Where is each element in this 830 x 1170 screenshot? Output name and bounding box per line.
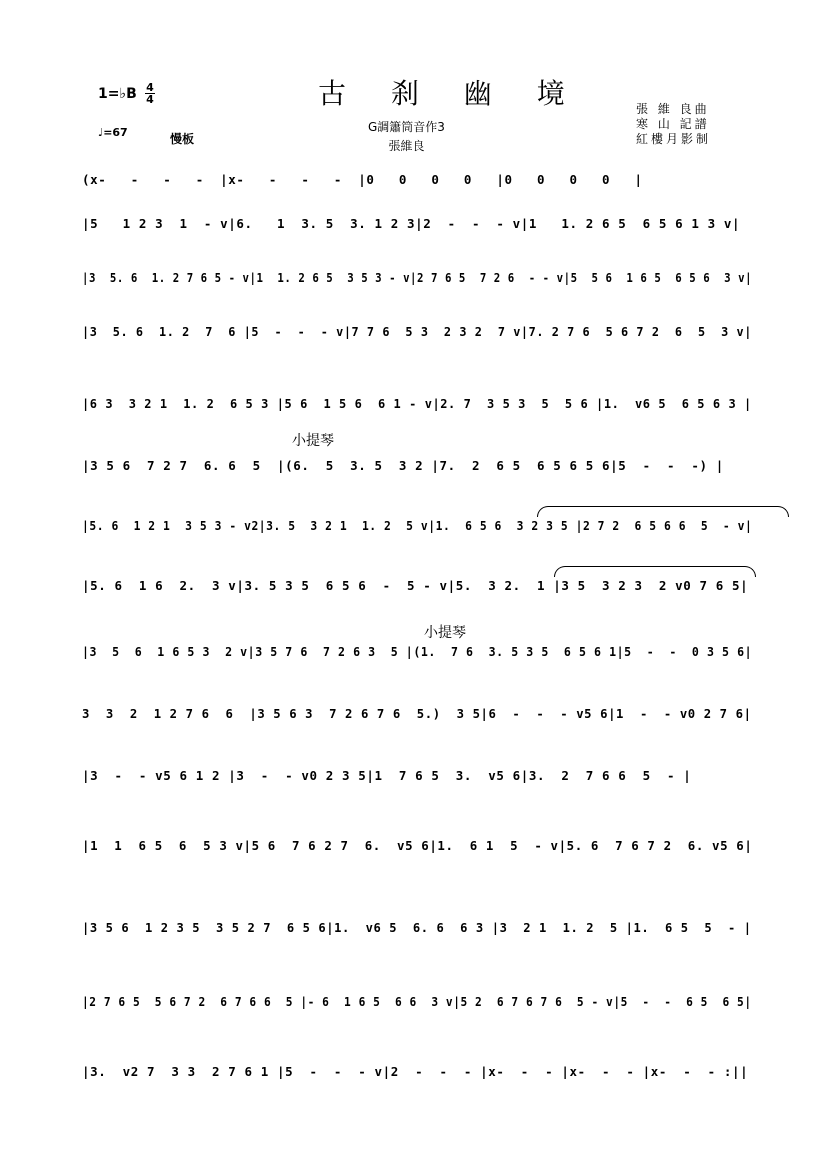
score-line-11: [82, 762, 752, 798]
notation-text: |5. 6 1 2 1 3 5 3 - v2|3. 5 3 2 1 1. 2 5 v|1. 6 5 6 3 2 3 5 |2 7 2 6 5 6 6 5 - v|: [82, 518, 753, 533]
score-line-5: [82, 390, 752, 426]
notation-text: |3 - - v5 6 1 2 |3 - - v0 2 3 5|1 7 6 5 3. v5 6|3. 2 7 6 6 5 - |: [82, 768, 692, 783]
score-line-6: [82, 452, 752, 488]
score-line-13: [82, 914, 752, 950]
key-signature: 1=♭B: [98, 86, 137, 102]
notation-text: |3 5 6 1 6 5 3 2 v|3 5 7 6 7 2 6 3 5 |(1. 7 6 3. 5 3 5 6 5 6 1|5 - - 0 3 5 6|: [82, 644, 753, 659]
slur: [554, 566, 756, 577]
credit-transcriber: 寒 山 記譜: [636, 117, 710, 131]
violin-annotation-2: 小提琴: [424, 625, 466, 641]
score-line-7: [82, 512, 752, 548]
notation-text: |1 1 6 5 6 5 3 v|5 6 7 6 2 7 6. v5 6|1. 6 1 5 - v|5. 6 7 6 7 2 6. v5 6|: [82, 838, 753, 853]
score-line-9: [82, 638, 752, 674]
time-signature-bottom: 4: [146, 93, 154, 106]
score-line-1: [82, 166, 752, 202]
score-line-3: [82, 264, 752, 300]
notation-text: |3 5. 6 1. 2 7 6 5 - v|1 1. 2 6 5 3 5 3 - v|2 7 6 5 7 2 6 - - v|5 5 6 1 6 5 6 5 6 3 v|: [82, 270, 753, 285]
credit-composer: 張 維 良曲: [636, 102, 710, 116]
time-signature: [145, 82, 155, 105]
slur: [537, 506, 789, 517]
notation-text: (x- - - - |x- - - - |0 0 0 0 |0 0 0 0 |: [82, 172, 643, 187]
violin-annotation-1: 小提琴: [292, 433, 334, 449]
credits: [636, 102, 711, 147]
score-line-12: [82, 832, 752, 868]
subtitle-line-2: 張維良: [388, 139, 425, 153]
subtitle-line-1: G調簫筒音作3: [368, 120, 445, 134]
credit-engraver: 紅樓月影制: [636, 132, 712, 146]
notation-text: |5 1 2 3 1 - v|6. 1 3. 5 3. 1 2 3|2 - - - v|1 1. 2 6 5 6 5 6 1 3 v|: [82, 216, 741, 231]
tempo-text: 慢板: [170, 132, 195, 146]
notation-text: |5. 6 1 6 2. 3 v|3. 5 3 5 6 5 6 - 5 - v|5. 3 2. 1 |3 5 3 2 3 2 v0 7 6 5|: [82, 578, 749, 593]
tempo-mark: ♩=67: [98, 126, 128, 139]
notation-text: |3 5 6 7 2 7 6. 6 5 |(6. 5 3. 5 3 2 |7. 2 6 5 6 5 6 5 6|5 - - -) |: [82, 458, 724, 473]
notation-text: |6 3 3 2 1 1. 2 6 5 3 |5 6 1 5 6 6 1 - v|2. 7 3 5 3 5 5 6 |1. v6 5 6 5 6 3 |: [82, 396, 752, 411]
notation-text: |3 5 6 1 2 3 5 3 5 2 7 6 5 6|1. v6 5 6. 6 6 3 |3 2 1 1. 2 5 |1. 6 5 5 - |: [82, 920, 752, 935]
score-line-2: [82, 210, 752, 246]
notation-text: 3 3 2 1 2 7 6 6 |3 5 6 3 7 2 6 7 6 5.) 3 5|6 - - - v5 6|1 - - v0 2 7 6|: [82, 706, 752, 721]
subtitle: [368, 118, 445, 156]
notation-text: |3 5. 6 1. 2 7 6 |5 - - - v|7 7 6 5 3 2 3 2 7 v|7. 2 7 6 5 6 7 2 6 5 3 v|: [82, 324, 752, 339]
score-line-10: [82, 700, 752, 736]
score-line-15: [82, 1058, 752, 1094]
score-title: 古 刹 幽 境: [318, 77, 583, 110]
score-line-8: [82, 572, 752, 608]
notation-text: |3. v2 7 3 3 2 7 6 1 |5 - - - v|2 - - - |x- - - |x- - - |x- - - :||: [82, 1064, 749, 1079]
time-signature-top: 4: [146, 81, 154, 94]
score-line-14: [82, 988, 752, 1024]
notation-text: |2 7 6 5 5 6 7 2 6 7 6 6 5 |- 6 1 6 5 6 6 3 v|5 2 6 7 6 7 6 5 - v|5 - - 6 5 6 5|: [82, 994, 752, 1009]
score-line-4: [82, 318, 752, 354]
